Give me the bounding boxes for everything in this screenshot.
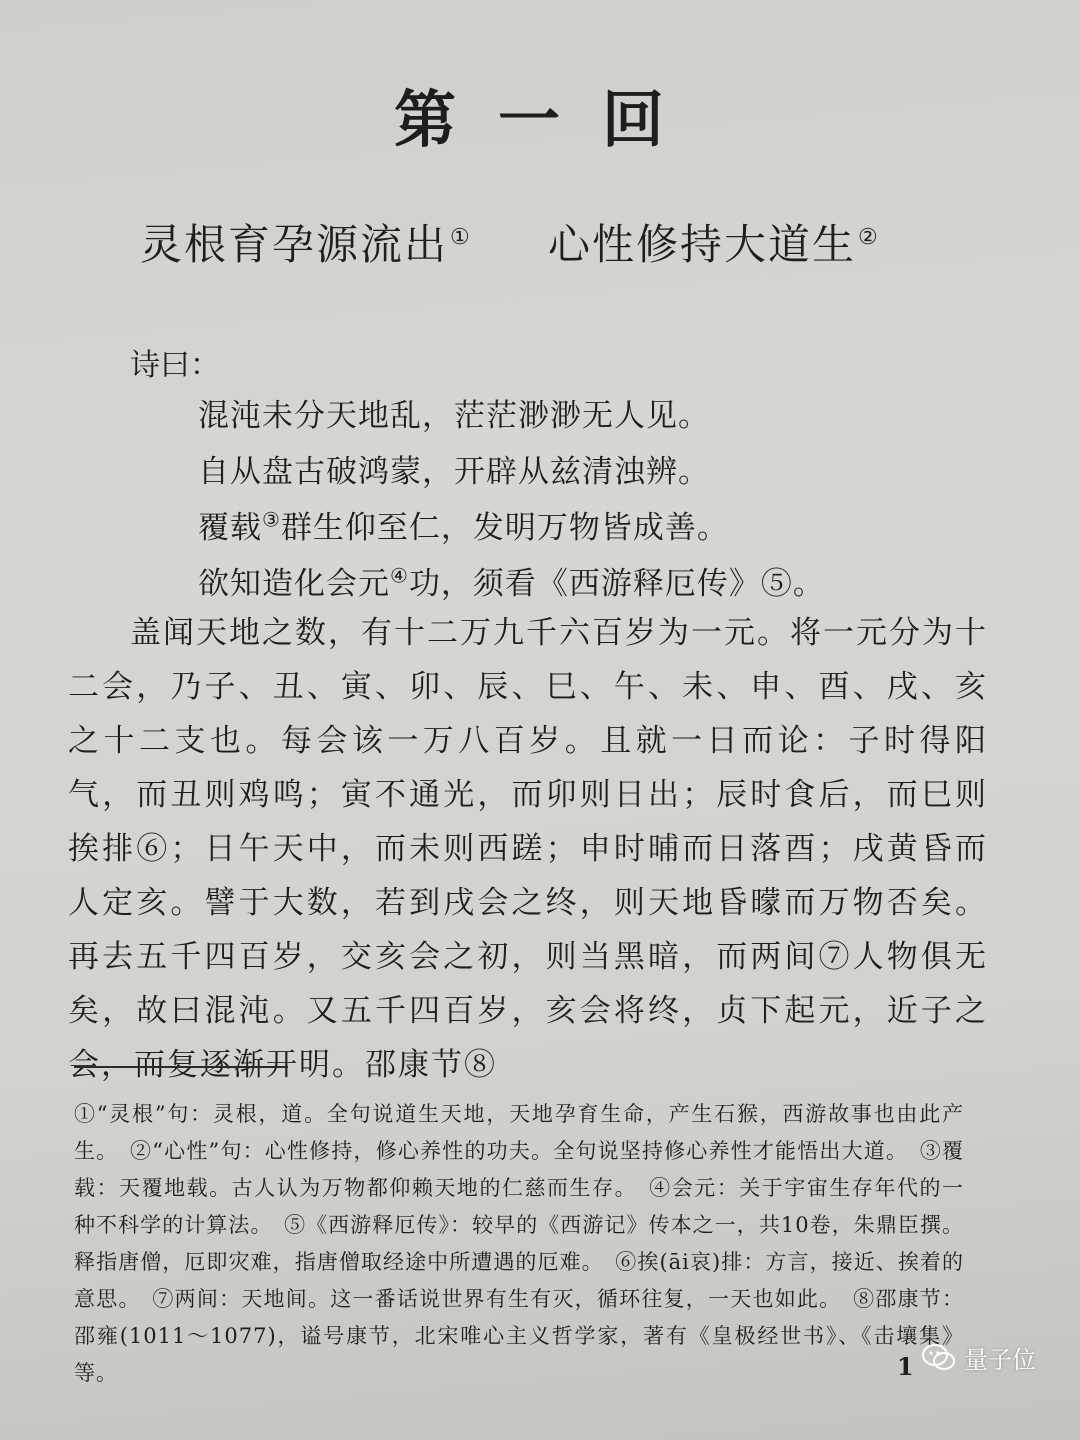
poem-text: 混沌未分天地乱，茫茫渺渺无人见。 xyxy=(198,398,710,434)
footnote-mark: ② xyxy=(858,225,880,250)
poem-text: 自从盘古破鸿蒙，开辟从兹清浊辨。 xyxy=(198,454,710,490)
poem-line xyxy=(198,502,729,547)
footnote-mark: ③ xyxy=(262,507,281,532)
couplet-right xyxy=(548,212,880,272)
poem-text: 欲知造化会元 xyxy=(198,566,390,602)
body-paragraph: 盖闻天地之数，有十二万九千六百岁为一元。将一元分为十二会，乃子、丑、寅、卯、辰、巳、午、未、申、酉、戌、亥之十二支也。每会该一万八百岁。且就一日而论：子时得阳气，而丑则鸡鸣；寅不通光，而卯则日出；辰时食后，而巳则挨排⑥；日午天中，而未则西蹉；申时晡而日落酉；戌黄昏而人定亥。譬于大数，若到戌会之终，则天地昏曚而万物否矣。再去五千四百岁，交亥会之初，则当黑暗，而两间⑦人物俱无矣，故曰混沌。又五千四百岁，亥会将终，贞下起元，近子之会，而复逐渐开明。邵康节⑧ xyxy=(68,615,988,1083)
couplet-right-text: 心性修持大道生 xyxy=(548,220,857,269)
wechat-icon xyxy=(922,1343,956,1373)
poem-line xyxy=(198,446,710,491)
chapter-title: 第一回 xyxy=(393,83,706,156)
poem-line xyxy=(198,390,710,435)
watermark-text: 量子位 xyxy=(964,1346,1036,1374)
footnote-mark: ④ xyxy=(390,563,409,588)
poem-intro: 诗曰： xyxy=(130,348,220,383)
couplet-left xyxy=(140,212,472,272)
page-number: 1 xyxy=(897,1352,914,1381)
footnote-divider xyxy=(74,1066,288,1068)
poem-line xyxy=(198,558,825,603)
poem-text: 覆载 xyxy=(198,510,262,546)
footnotes: ①“灵根”句：灵根，道。全句说道生天地，天地孕育生命，产生石猴，西游故事也由此产生。 ②“心性”句：心性修持，修心养性的功夫。全句说坚持修心养性才能悟出大道。 ③覆载：天覆地载。古人认为万物都仰赖天地的仁慈而生存。 ④会元：关于宇宙生存年代的一种不科学的计算法。 ⑤《西游释厄传》：较早的《西游记》传本之一，共10卷，朱鼎臣撰。释指唐僧，厄即灾难，指唐僧取经途中所遭遇的厄难。 ⑥挨(āi哀)排：方言，接近、挨着的意思。 ⑦两间：天地间。这一番话说世界有生有灭，循环往复，一天也如此。 ⑧邵康节：邵雍(1011～1077)，谥号康节，北宋唯心主义哲学家，著有《皇极经世书》、《击壤集》等。 xyxy=(74,1102,964,1385)
poem-text: 群生仰至仁，发明万物皆成善。 xyxy=(280,510,729,546)
couplet-left-text: 灵根育孕源流出 xyxy=(140,220,449,269)
footnote-mark: ① xyxy=(450,225,472,250)
watermark xyxy=(922,1340,1036,1375)
poem-text: 功，须看《西游释厄传》⑤。 xyxy=(408,566,825,602)
